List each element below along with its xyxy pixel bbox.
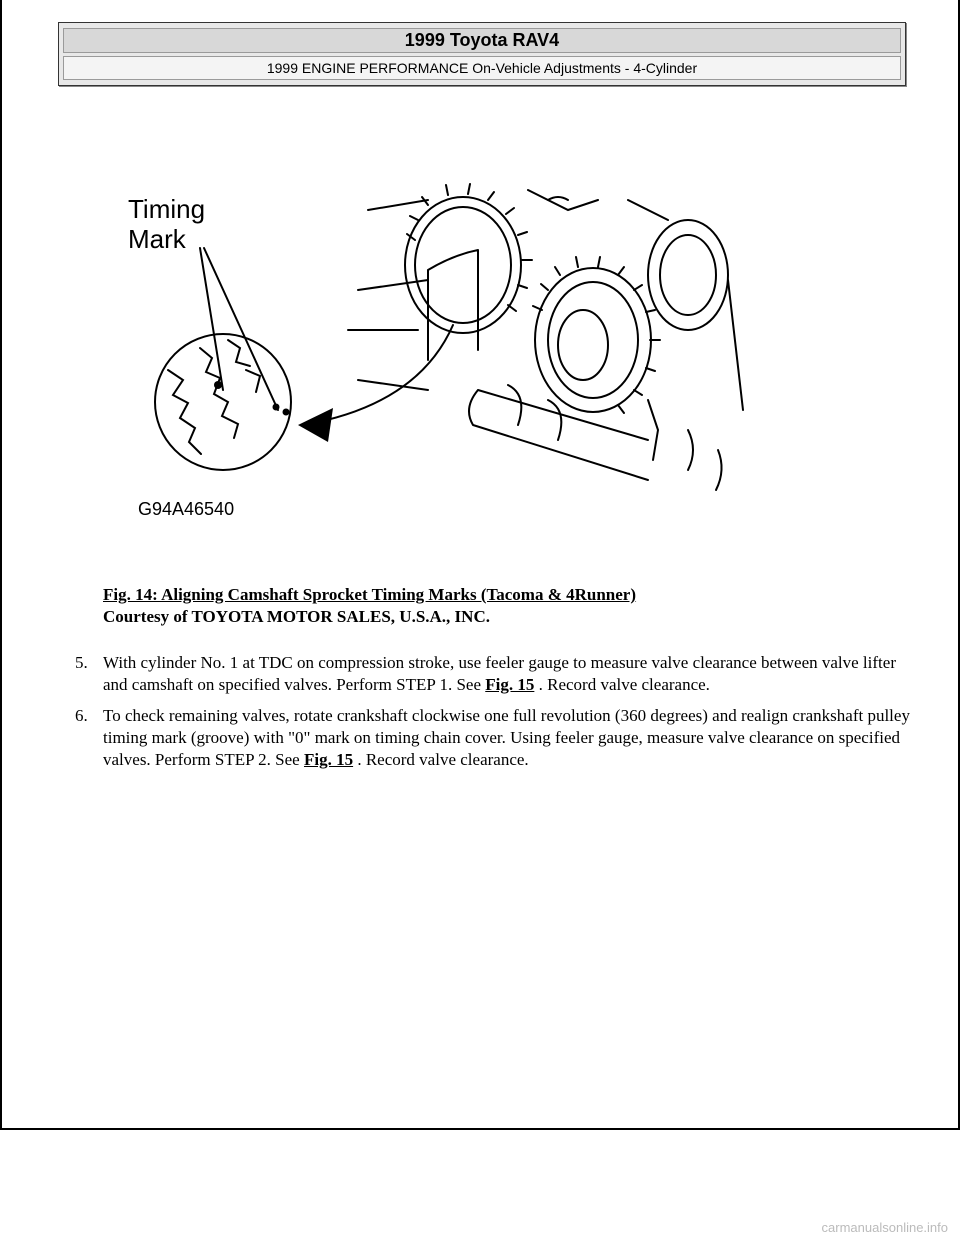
header-subtitle: 1999 ENGINE PERFORMANCE On-Vehicle Adjustments - 4-Cylinder bbox=[63, 56, 901, 80]
figure-courtesy: Courtesy of TOYOTA MOTOR SALES, U.S.A., INC. bbox=[103, 607, 490, 626]
figure-caption-title[interactable]: Fig. 14: Aligning Camshaft Sprocket Timing Marks (Tacoma & 4Runner) bbox=[103, 585, 637, 604]
step-text bbox=[103, 652, 915, 696]
timing-label: Timing bbox=[128, 194, 206, 224]
fig-15-link[interactable]: Fig. 15 bbox=[485, 675, 535, 694]
fig-15-link[interactable]: Fig. 15 bbox=[303, 750, 354, 769]
procedure-steps bbox=[75, 652, 915, 780]
step-number: 6. bbox=[75, 706, 88, 725]
engine-illustration bbox=[128, 180, 748, 520]
step-text-before: With cylinder No. 1 at TDC on compression stroke, use feeler gauge to measure valve clearance between valve lifter and camshaft on specified valves. Perform STEP 1. See bbox=[103, 653, 896, 694]
step-text-after: . Record valve clearance. bbox=[353, 750, 529, 769]
header-title: 1999 Toyota RAV4 bbox=[63, 28, 901, 53]
step-text-after: . Record valve clearance. bbox=[534, 675, 710, 694]
step-number: 5. bbox=[75, 653, 88, 672]
step-text-before: To check remaining valves, rotate crankshaft clockwise one full revolution (360 degrees) and realign crankshaft pulley timing mark (groove) with "0" mark on timing chain cover. Using feeler gauge, measure valve clearance on specified valves. Perform STEP 2. See bbox=[103, 706, 910, 769]
mark-label: Mark bbox=[128, 224, 186, 254]
timing-mark-figure bbox=[128, 180, 748, 520]
step-text bbox=[103, 705, 915, 771]
figure-caption bbox=[103, 584, 636, 628]
step-5 bbox=[75, 652, 915, 696]
figure-code: G94A46540 bbox=[138, 499, 235, 519]
magnifier-circle bbox=[155, 334, 291, 470]
step-6 bbox=[75, 705, 915, 771]
watermark: carmanualsonline.info bbox=[821, 1220, 948, 1235]
document-header bbox=[58, 22, 906, 86]
